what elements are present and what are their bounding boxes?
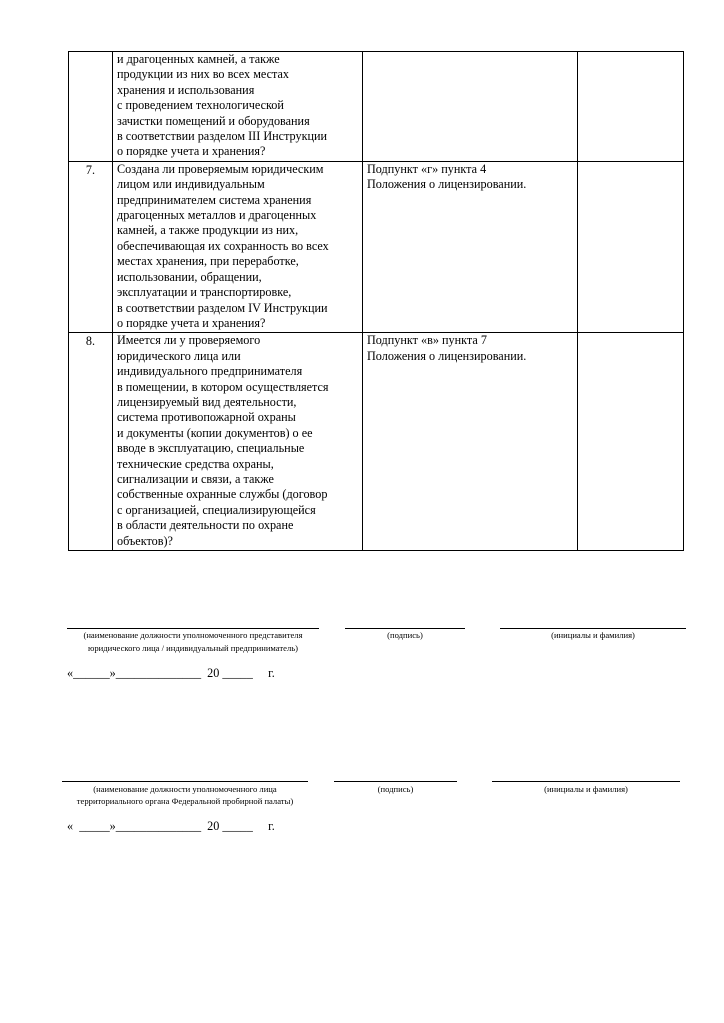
name-caption-2: (инициалы и фамилия) <box>544 784 628 794</box>
norm-reference-cell <box>363 333 578 551</box>
date-line-1: «______»______________ 20 _____ г. <box>67 666 275 680</box>
question-cell <box>113 161 363 332</box>
checklist-body <box>69 52 684 551</box>
signature-line-2 <box>334 781 457 782</box>
question-line: в соответствии разделом IV Инструкции <box>117 300 328 315</box>
question-line: с проведением технологической <box>117 98 284 113</box>
name-line-1 <box>500 628 686 629</box>
table-row <box>69 333 684 551</box>
norm-reference-cell <box>363 161 578 332</box>
question-line: продукции из них во всех местах <box>117 67 290 82</box>
question-line: система противопожарной охраны <box>117 410 296 425</box>
question-cell <box>113 52 363 162</box>
question-line: камней, а также продукции из них, <box>117 223 299 238</box>
position-line-2 <box>62 781 308 782</box>
question-line: в помещении, в котором осуществляется <box>117 379 329 394</box>
question-line: местах хранения, при переработке, <box>117 254 299 269</box>
norm-reference-line: Положения о лицензировании. <box>367 348 527 363</box>
position-caption-1a: (наименование должности уполномоченного представителя <box>83 630 303 640</box>
row-number: 8. <box>69 333 113 551</box>
signature-caption-1: (подпись) <box>387 630 423 640</box>
question-line: и документы (копии документов) о ее <box>117 425 313 440</box>
question-line: сигнализации и связи, а также <box>117 471 274 486</box>
question-line: с организацией, специализирующейся <box>117 502 316 517</box>
question-line: лицом или индивидуальным <box>117 177 265 192</box>
question-line: Имеется ли у проверяемого <box>117 333 261 348</box>
table-row <box>69 161 684 332</box>
answer-cell[interactable] <box>578 52 684 162</box>
name-line-2 <box>492 781 680 782</box>
question-line: использовании, обращении, <box>117 269 262 284</box>
position-line-1 <box>67 628 319 629</box>
position-caption-1b: юридического лица / индивидуальный предприниматель) <box>87 643 299 653</box>
table-row <box>69 52 684 162</box>
question-line: юридического лица или <box>117 348 241 363</box>
question-line: зачистки помещений и оборудования <box>117 113 310 128</box>
question-line: драгоценных металлов и драгоценных <box>117 208 317 223</box>
norm-reference-line: Подпункт «в» пункта 7 <box>367 333 487 348</box>
question-line: эксплуатации и транспортировке, <box>117 285 292 300</box>
question-line: собственные охранные службы (договор <box>117 487 328 502</box>
question-line: в соответствии разделом III Инструкции <box>117 129 328 144</box>
signature-line-1 <box>345 628 465 629</box>
norm-reference-line: Подпункт «г» пункта 4 <box>367 161 487 176</box>
row-number <box>69 52 113 162</box>
name-caption-1: (инициалы и фамилия) <box>551 630 635 640</box>
position-caption-2a: (наименование должности уполномоченного лица <box>93 784 277 794</box>
question-cell <box>113 333 363 551</box>
question-line: объектов)? <box>117 533 173 548</box>
question-line: и драгоценных камней, а также <box>117 52 280 66</box>
question-line: лицензируемый вид деятельности, <box>117 394 297 409</box>
question-line: предпринимателем система хранения <box>117 192 312 207</box>
question-line: индивидуального предпринимателя <box>117 364 303 379</box>
question-line: обеспечивающая их сохранность во всех <box>117 238 329 253</box>
question-line: в области деятельности по охране <box>117 518 294 533</box>
question-line: Создана ли проверяемым юридическим <box>117 161 324 176</box>
date-line-2: « _____»______________ 20 _____ г. <box>67 819 275 833</box>
norm-reference-cell <box>363 52 578 162</box>
signature-caption-2: (подпись) <box>377 784 414 794</box>
checklist-table <box>68 51 684 551</box>
answer-cell[interactable] <box>578 161 684 332</box>
position-caption-2b: территориального органа Федеральной пробирной палаты) <box>76 796 294 806</box>
answer-cell[interactable] <box>578 333 684 551</box>
norm-reference-line: Положения о лицензировании. <box>367 177 527 192</box>
question-line: о порядке учета и хранения? <box>117 315 266 330</box>
question-line: о порядке учета и хранения? <box>117 144 266 159</box>
row-number: 7. <box>69 161 113 332</box>
question-line: технические средства охраны, <box>117 456 274 471</box>
question-line: вводе в эксплуатацию, специальные <box>117 441 305 456</box>
question-line: хранения и использования <box>117 82 255 97</box>
